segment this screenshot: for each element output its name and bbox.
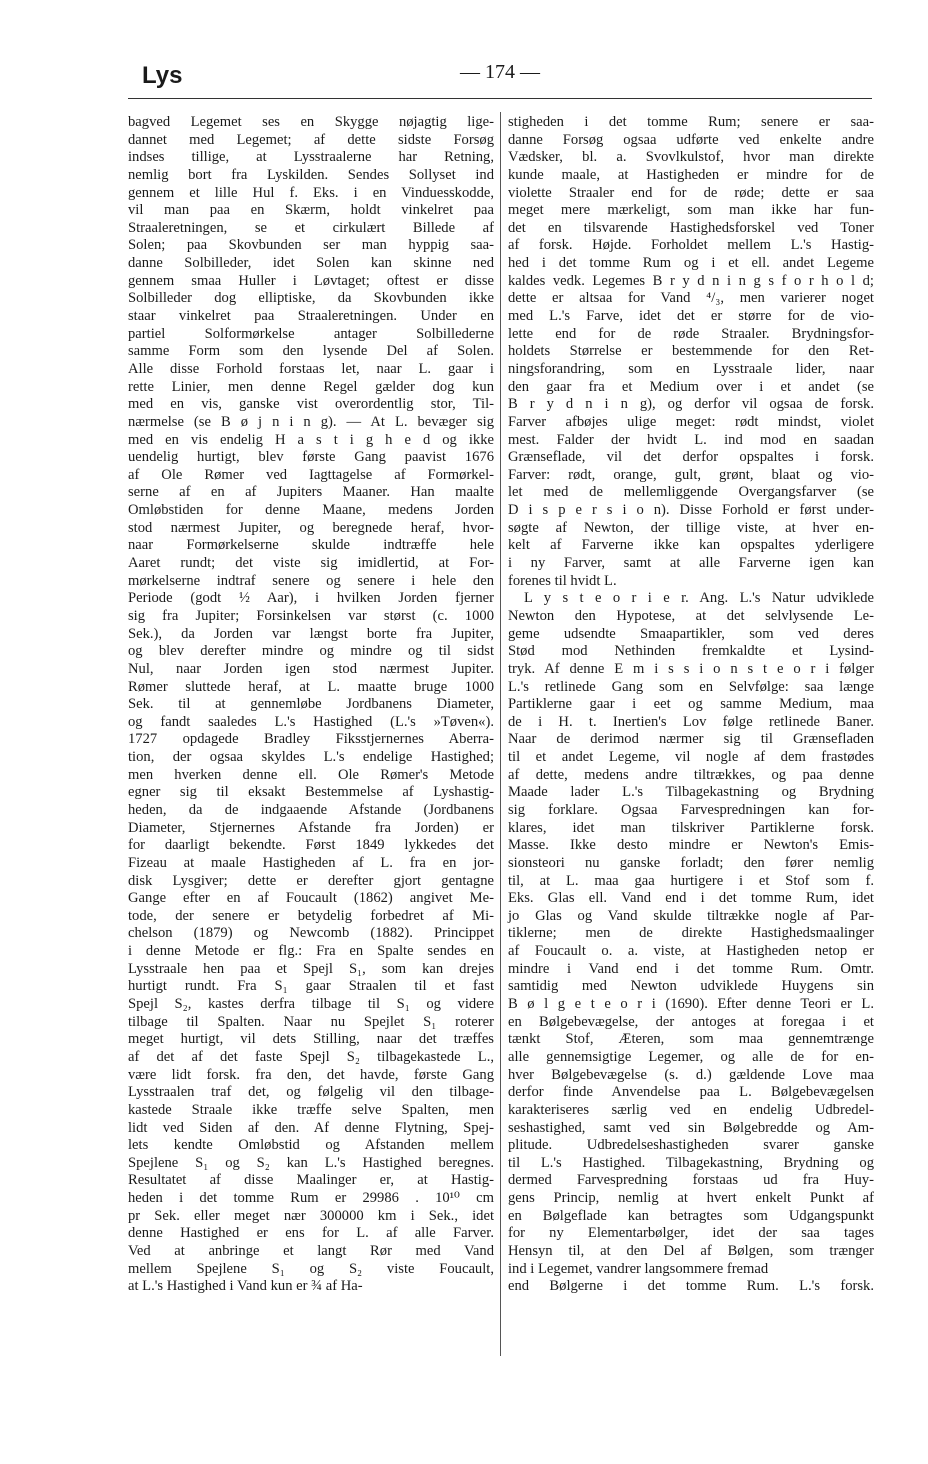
text-line: stigheden i det tomme Rum; senere er saa- (508, 114, 874, 130)
text-line: Gange efter en af Foucault (1862) angivet Me- (128, 890, 494, 907)
text-line: i denne Metode er flg.: Fra en Spalte sendes en (128, 943, 494, 960)
text-line: Farver: rødt, orange, gult, grønt, blaat og vio- (508, 466, 874, 483)
text-line: sig forklare. Ogsaa Farvespredningen kan for- (508, 801, 874, 818)
text-line: naar Formørkelserne skulde indtræffe hele (128, 537, 494, 554)
text-line: sionsteori nu ganske forladt; den fører nemlig (508, 854, 874, 871)
text-line: mørkelserne indtraf senere og senere i hele den (128, 572, 494, 589)
text-line: at L.'s Hastighed i Vand kun er ¾ af Ha- (128, 1278, 363, 1295)
page-number: — 174 — (460, 61, 540, 83)
text-line: Periode (godt ½ Aar), i hvilken Jorden fjerner (128, 590, 494, 607)
text-line: denne Hastighed er ens for L. af alle Farver. (128, 1225, 494, 1242)
text-line: Resultatet af disse Maalinger er, at Hastig- (128, 1172, 494, 1189)
entry-word: Lys (142, 62, 183, 89)
text-line: af forsk. Højde. Forholdet mellem L.'s Hastig- (508, 237, 874, 254)
text-line: søgte af Newton, der tillige viste, at hver en- (508, 519, 874, 536)
text-line: alle gennemsigtige Legemer, og alle de for en- (508, 1048, 874, 1065)
text-line: indses tillige, at Lysstraalerne har Retning, (128, 149, 494, 166)
text-line: plitude. Udbredelseshastigheden svarer ganske (508, 1137, 874, 1154)
text-line: i ny Farver, samt at alle Farverne igen kan (508, 555, 874, 572)
text-line: til, at L. maa gaa hurtigere i et Stof som f. (508, 872, 874, 889)
text-line: de i H. t. Inertien's Lov følge retlinede Baner. (508, 713, 874, 730)
text-line: partiel Solformørkelse antager Solbillederne (128, 325, 494, 342)
text-line: bagved Legemet ses en Skygge nøjagtig lige- (128, 114, 494, 130)
text-line: mellem Spejlene S₁ og S₂ viste Foucault, (128, 1260, 494, 1277)
text-line: stod nærmest Jupiter, og beregnede heraf, hvor- (128, 519, 494, 536)
text-line: den gaar fra et Medium over i et andet (se (508, 378, 874, 395)
text-line: Rømer sluttede heraf, at L. maatte bruge 1000 (128, 678, 494, 695)
text-line: danne Forsøg ogsaa udførte ved enkelte andre (508, 131, 874, 148)
text-line: af Ole Rømer ved Iagttagelse af Formørkel- (128, 466, 494, 483)
text-line: og blev derefter mindre og mindre og til sidst (128, 643, 494, 660)
text-line: nærmelse (se B ø j n i n g). — At L. bevæger sig (128, 413, 494, 430)
text-line: L y s t e o r i e r. Ang. L.'s Natur udviklede (524, 590, 874, 607)
text-line: kunde maale, at Hastigheden er mindre for de (508, 166, 874, 183)
text-line: chelson (1879) og Newcomb (1882). Princippet (128, 925, 494, 942)
text-line: Newton den Hypotese, at det selvlysende Le- (508, 607, 874, 624)
text-line: uendelig hurtigt, blev første Gang paavist 1676 (128, 449, 494, 466)
text-line: forenes til hvidt L. (508, 572, 617, 589)
text-line: hed i det tomme Rum og i et ell. andet Legeme (508, 255, 874, 272)
text-line: end Bølgerne i det tomme Rum. L.'s forsk. (508, 1278, 874, 1295)
text-line: Straaleretningen, se et cirkulært Billede af (128, 219, 494, 236)
text-line: af det af det faste Spejl S₂ tilbagekastede L., (128, 1048, 494, 1065)
text-line: en Bølgeflade kan betragtes som Udgangspunkt (508, 1207, 874, 1224)
text-line: ind i Legemet, vandrer langsommere fremad (508, 1260, 769, 1277)
text-line: Stød mod Nethinden fremkaldte et Lysind- (508, 643, 874, 660)
text-line: tilbage til Spalten. Naar nu Spejlet S₁ roterer (128, 1013, 494, 1030)
text-line: med en vis endelig H a s t i g h e d og ikke (128, 431, 494, 448)
left-column (128, 114, 494, 1296)
text-line: og fandt saaledes L.'s Hastighed (L.'s »Tøven«). (128, 713, 494, 730)
text-line: egner sig til eksakt Bestemmelse af Lyshastig- (128, 784, 494, 801)
right-column (508, 114, 874, 1296)
text-line: dette er altsaa for Vand ⁴/₃, men varierer noget (508, 290, 874, 307)
text-line: ningsforandring, som en Lysstraale lider, naar (508, 360, 874, 377)
text-line: meget mere mærkeligt, som man ikke har fun- (508, 202, 874, 219)
text-line: Diameter, Stjernernes Afstande fra Jorden) er (128, 819, 494, 836)
text-line: Spejl S₂, kastes derfra tilbage til S₁ og videre (128, 996, 494, 1013)
text-line: af Foucault o. a. viste, at Hastigheden netop er (508, 943, 874, 960)
text-line: til L.'s Hastighed. Tilbagekastning, Brydning og (508, 1154, 874, 1171)
text-line: men hverken denne ell. Ole Rømer's Metode (128, 766, 494, 783)
text-line: staar vinkelret paa Straaleretningen. Under en (128, 308, 494, 325)
text-line: disk Lysgiver; dette er derefter gjort gentagne (128, 872, 494, 889)
text-line: klares, idet man tilskriver Partiklerne forsk. (508, 819, 874, 836)
text-line: Lysstraale hen paa et Spejl S₁, som kan drejes (128, 960, 494, 977)
text-line: tænkt Stof, Æteren, som maa gennemtrænge (508, 1031, 874, 1048)
text-line: hurtigt rundt. Fra S₁ gaar Straalen til et fast (128, 978, 494, 995)
text-line: Hensyn til, at den Del af Bølgen, som trænger (508, 1243, 874, 1259)
text-line: Partiklerne gaar i eet og samme Medium, maa (508, 696, 874, 713)
text-line: heden i det tomme Rum er 29986 . 10¹⁰ cm (128, 1190, 494, 1207)
text-line: danne Solbilleder, idet Solen kan skinne ned (128, 255, 494, 272)
text-line: B r y d n i n g), og derfor vil ogsaa de forsk. (508, 396, 874, 413)
text-line: tion, der ogsaa skyldes L.'s endelige Hastighed; (128, 749, 494, 766)
text-line: derfor finde Anvendelse paa L. Bølgebevægelsen (508, 1084, 874, 1101)
text-line: kelt af Farverne ikke kan opspaltes yderligere (508, 537, 874, 554)
text-line: Masse. Ikke desto mindre er Newton's Emis- (508, 837, 874, 854)
text-line: Solbilleder dog elliptiske, da Skovbunden ikke (128, 290, 494, 307)
text-line: rette Linier, men denne Regel gælder dog kun (128, 378, 494, 395)
text-line: seshastighed, samt ved sin Bølgebredde og Am- (508, 1119, 874, 1136)
text-line: Ved at anbringe et langt Rør med Vand (128, 1243, 494, 1259)
text-line: Spejlene S₁ og S₂ kan L.'s Hastighed beregnes. (128, 1154, 494, 1171)
text-line: Vædsker, bl. a. Svovlkulstof, hvor man direkte (508, 149, 874, 166)
text-line: gennem smaa Huller i Løvtaget; oftest er disse (128, 272, 494, 289)
text-line: for ny Elementarbølger, idet der saa tages (508, 1225, 874, 1242)
text-line: være lidt forsk. fra den, det havde, første Gang (128, 1066, 494, 1083)
text-line: D i s p e r s i o n). Disse Forhold er først under- (508, 502, 874, 519)
text-line: jo Glas og Vand skulde tiltrække nogle af Par- (508, 907, 874, 924)
text-line: samme Form som den lysende Del af Solen. (128, 343, 494, 360)
text-line: Naar de derimod nærmer sig til Grænsefladen (508, 731, 874, 748)
text-line: Lysstraalen traf det, og følgelig vil den tilbage- (128, 1084, 494, 1101)
text-line: Maade lader L.'s Tilbagekastning og Brydning (508, 784, 874, 801)
text-line: til et andet Legeme, vil nogle af dem frastødes (508, 749, 874, 766)
text-line: lette end for de røde Straaler. Brydningsfor- (508, 325, 874, 342)
text-line: holdets Størrelse er bestemmende for den Ret- (508, 343, 874, 360)
text-line: geme udsendte Smaapartikler, som ved deres (508, 625, 874, 642)
text-line: B ø l g e t e o r i (1690). Efter denne Teori er L. (508, 996, 874, 1013)
text-line: violette Straaler end for de røde; dette er saa (508, 184, 874, 201)
text-line: meget hurtigt, vil dets Stilling, naar det træffes (128, 1031, 494, 1048)
text-line: Grænseflade, vil det derfor opspaltes i forsk. (508, 449, 874, 466)
text-line: serne af en af Jupiters Maaner. Han maalte (128, 484, 494, 501)
text-line: hver Bølgebevægelse (s. d.) gældende Love maa (508, 1066, 874, 1083)
text-line: Eks. Glas ell. Vand end i det tomme Rum, idet (508, 890, 874, 907)
text-line: kaldes vedk. Legemes B r y d n i n g s f o r h o l d; (508, 272, 874, 289)
text-line: det en tilsvarende Hastighedsforskel ved Toner (508, 219, 874, 236)
text-line: med en vis, ganske vist overordentlig stor, Til- (128, 396, 494, 413)
text-line: gennem et lille Hul f. Eks. i en Vinduesskodde, (128, 184, 494, 201)
text-line: lets kendte Omløbstid og Afstanden mellem (128, 1137, 494, 1154)
text-line: mest. Falder der hvidt L. ind mod en saadan (508, 431, 874, 448)
text-line: Fizeau at maale Hastigheden af L. fra en jor- (128, 854, 494, 871)
text-line: 1727 opdagede Bradley Fiksstjernernes Aberra- (128, 731, 494, 748)
text-line: heden, da de indgaaende Afstande (Jordbanens (128, 801, 494, 818)
text-line: L.'s retlinede Gang som en Selvfølge: saa længe (508, 678, 874, 695)
text-line: dermed Farvespredning forstaas ud fra Huy- (508, 1172, 874, 1189)
text-line: for daarligt bekendte. Først 1849 lykkedes det (128, 837, 494, 854)
text-line: Sek. til at gennemløbe Jordbanens Diameter, (128, 696, 494, 713)
text-line: samtidig med Newton udviklede Huygens sin (508, 978, 874, 995)
text-line: tryk. Af denne E m i s s i o n s t e o r i følger (508, 660, 874, 677)
text-line: pr Sek. eller meget nær 300000 km i Sek., idet (128, 1207, 494, 1224)
text-line: med L.'s Farve, idet det er større for de vio- (508, 308, 874, 325)
text-line: karakteriseres særlig ved en endelig Udbredel- (508, 1101, 874, 1118)
text-line: Aaret rundt; det viste sig imidlertid, at For- (128, 555, 494, 572)
text-line: mindre i Vand end i det tomme Rum. Omtr. (508, 960, 874, 977)
page-header (128, 54, 872, 99)
text-line: vil man paa en Skærm, holdt vinkelret paa (128, 202, 494, 219)
text-line: Sek.), da Jorden var længst borte fra Jupiter, (128, 625, 494, 642)
text-line: Farver afbøjes ulige meget: rødt mindst, violet (508, 413, 874, 430)
text-line: Omløbstiden for denne Maane, medens Jorden (128, 502, 494, 519)
text-line: af dette, medens andre tiltrækkes, og paa denne (508, 766, 874, 783)
text-line: Nul, naar Jorden igen stod nærmest Jupiter. (128, 660, 494, 677)
text-line: tiklerne; men de direkte Hastighedsmaalinger (508, 925, 874, 942)
text-line: lidt ved Siden af den. Af denne Flytning, Spej- (128, 1119, 494, 1136)
text-line: Solen; paa Skovbunden ser man hyppig saa- (128, 237, 494, 254)
text-line: gens Princip, nemlig at hvert enkelt Punkt af (508, 1190, 874, 1207)
text-line: kastede Straale ikke træffe selve Spalten, men (128, 1101, 494, 1118)
text-line: Alle disse Forhold forstaas let, naar L. gaar i (128, 360, 494, 377)
column-divider (500, 112, 501, 1356)
text-line: nemlig bort fra Lyskilden. Sendes Sollyset ind (128, 166, 494, 183)
text-line: let med de mellemliggende Overgangsfarver (se (508, 484, 874, 501)
text-line: en Bølgebevægelse, der antoges at foregaa i et (508, 1013, 874, 1030)
text-line: tode, der senere er betydelig forbedret af Mi- (128, 907, 494, 924)
text-line: sig fra Jupiter; Forsinkelsen var størst (c. 1000 (128, 607, 494, 624)
text-line: dannet med Legemet; af dette sidste Forsøg (128, 131, 494, 148)
